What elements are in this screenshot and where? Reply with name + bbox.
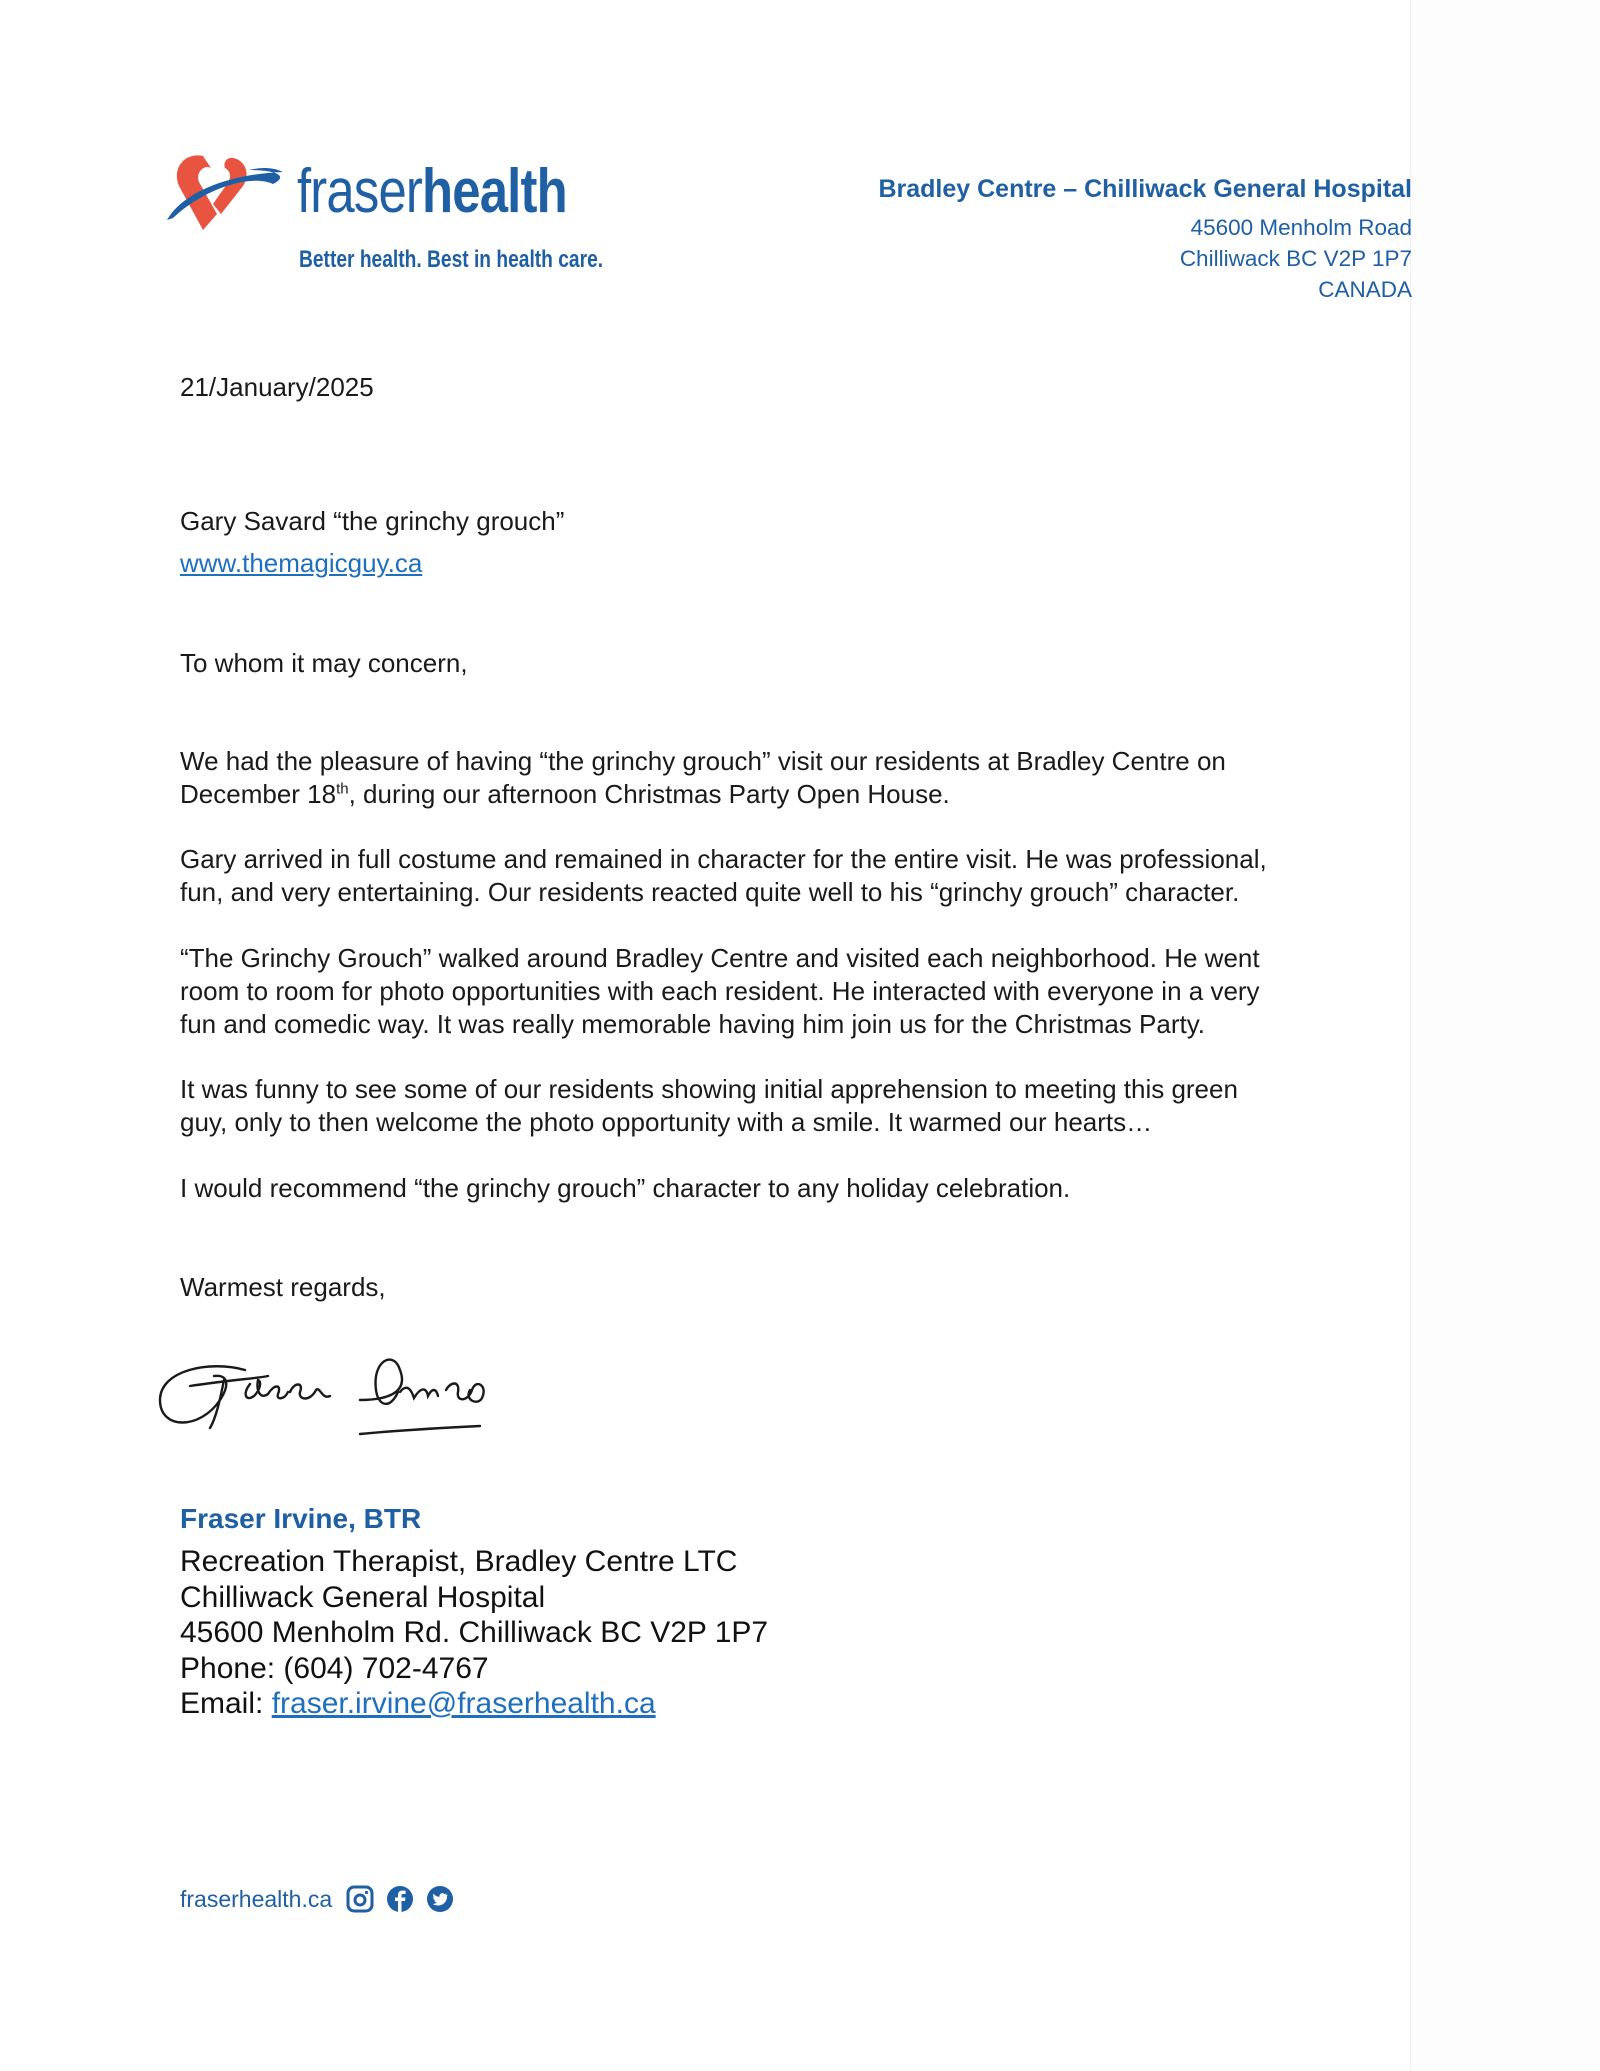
body-line: guy, only to then welcome the photo opportunity with a smile. It warmed our hearts…	[180, 1107, 1153, 1137]
signer-phone: Phone: (604) 702-4767	[180, 1651, 489, 1685]
logo-word-light: fraser	[297, 157, 423, 226]
instagram-icon[interactable]	[346, 1885, 374, 1913]
signer-hospital: Chilliwack General Hospital	[180, 1580, 546, 1614]
body-line: Gary arrived in full costume and remained in character for the entire visit. He was professional,	[180, 844, 1267, 874]
body-paragraph-5	[180, 1172, 1420, 1205]
twitter-icon[interactable]	[426, 1885, 454, 1913]
salutation: To whom it may concern,	[180, 648, 468, 678]
logo-word-bold: health	[422, 157, 567, 226]
body-line: room to room for photo opportunities with each resident. He interacted with everyone in a very	[180, 976, 1260, 1006]
signer-name: Fraser Irvine, BTR	[180, 1503, 422, 1534]
email-link[interactable]: fraser.irvine@fraserhealth.ca	[271, 1687, 656, 1720]
handwritten-signature	[150, 1330, 590, 1455]
body-line: It was funny to see some of our residents showing initial apprehension to meeting this green	[180, 1074, 1238, 1104]
recipient-name: Gary Savard “the grinchy grouch”	[180, 506, 565, 536]
body-line: fun, and very entertaining. Our residents reacted quite well to his “grinchy grouch” character.	[180, 877, 1240, 907]
body-line	[180, 778, 1420, 811]
closing: Warmest regards,	[180, 1272, 386, 1302]
letter-date: 21/January/2025	[180, 372, 374, 402]
heart-logo-icon	[165, 152, 295, 242]
org-name: Bradley Centre – Chilliwack General Hospital	[878, 175, 1412, 203]
signer-details	[180, 1544, 768, 1722]
address-line: CANADA	[1318, 277, 1412, 302]
logo-tagline: Better health. Best in health care.	[299, 246, 604, 273]
email-label: Email:	[180, 1687, 272, 1720]
body-paragraph-3	[180, 942, 1420, 1041]
text-span: December 18	[180, 779, 337, 809]
signer-title: Recreation Therapist, Bradley Centre LTC	[180, 1545, 738, 1578]
recipient-website-link[interactable]: www.themagicguy.ca	[180, 548, 423, 578]
body-paragraph-4	[180, 1073, 1420, 1139]
body-paragraph-1	[180, 745, 1420, 811]
footer	[180, 1885, 466, 1913]
body-line: I would recommend “the grinchy grouch” character to any holiday celebration.	[180, 1173, 1071, 1203]
superscript: th	[336, 780, 349, 798]
facebook-icon[interactable]	[386, 1885, 414, 1913]
signer-address: 45600 Menholm Rd. Chilliwack BC V2P 1P7	[180, 1616, 769, 1649]
logo-wordmark	[297, 156, 567, 227]
footer-website-link[interactable]: fraserhealth.ca	[180, 1885, 333, 1912]
body-paragraph-2	[180, 843, 1420, 909]
body-line: “The Grinchy Grouch” walked around Bradley Centre and visited each neighborhood. He went	[180, 943, 1260, 973]
text-span: , during our afternoon Christmas Party Open House.	[348, 779, 950, 809]
letterhead-address	[878, 175, 1412, 305]
fraserhealth-logo	[165, 152, 604, 277]
address-line: Chilliwack BC V2P 1P7	[1179, 246, 1412, 271]
signer-email-row	[180, 1686, 768, 1722]
page-edge-strip	[1410, 0, 1600, 2071]
body-line: We had the pleasure of having “the grinchy grouch” visit our residents at Bradley Centre on	[180, 746, 1226, 776]
address-line: 45600 Menholm Road	[1190, 215, 1412, 240]
body-line: fun and comedic way. It was really memorable having him join us for the Christmas Party.	[180, 1009, 1206, 1039]
